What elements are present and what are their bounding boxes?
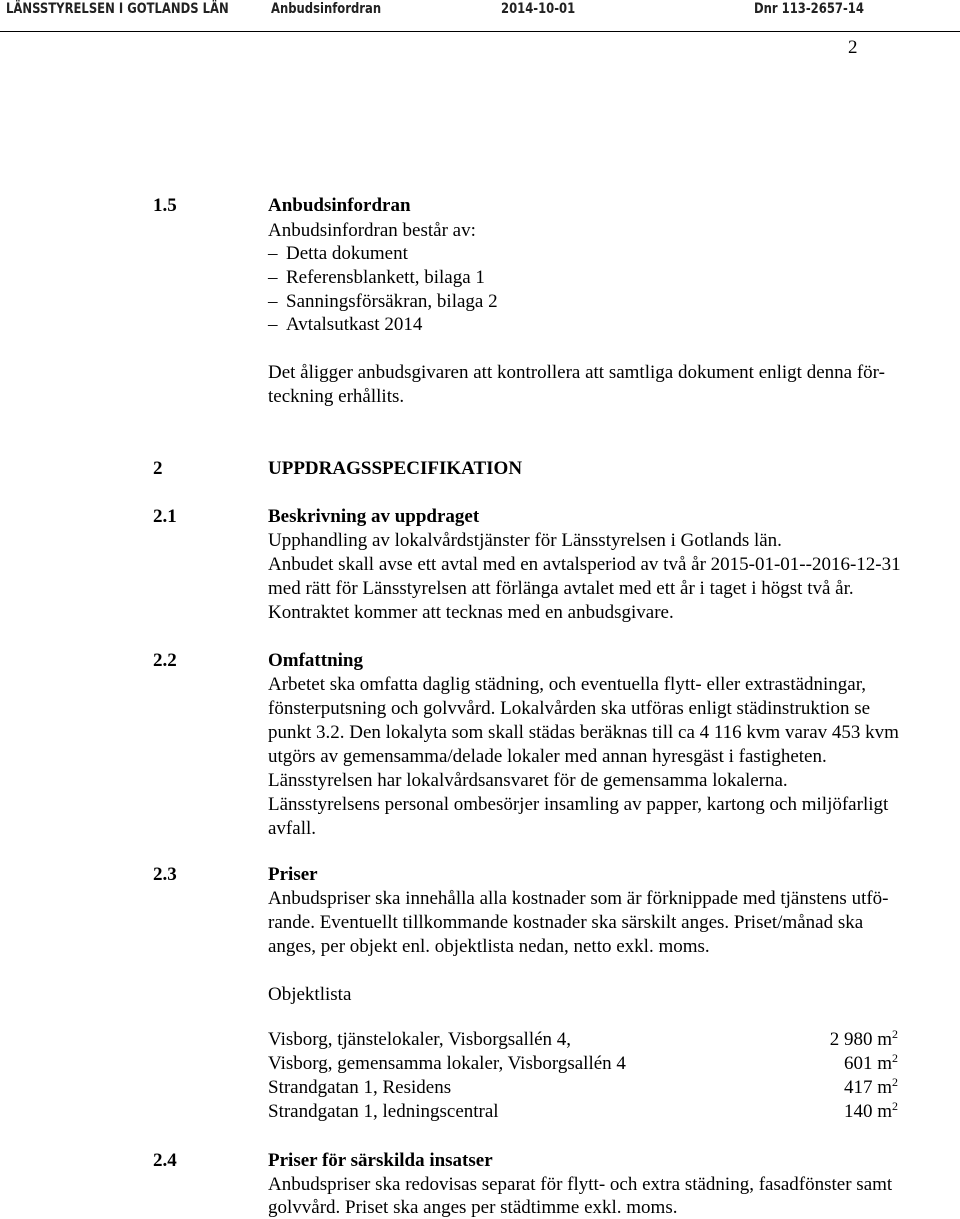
object-row: [268, 1101, 898, 1123]
body-line: anges, per objekt enl. objektlista nedan, netto exkl. moms.: [268, 936, 710, 957]
body-line: fönsterputsning och golvvård. Lokalvården ska utföras enligt städinstruktion se: [268, 698, 871, 719]
body-line: utgörs av gemensamma/delade lokaler med annan hyresgäst i fastigheten.: [268, 746, 827, 767]
body-line: Anbudspriser ska redovisas separat för flytt- och extra städning, fasadfönster samt: [268, 1174, 893, 1195]
object-name: Strandgatan 1, ledningscentral: [268, 1101, 499, 1122]
section-2-2-title: Omfattning: [268, 650, 363, 671]
header-doc-title: Anbudsinfordran: [271, 1, 382, 17]
object-name: Visborg, tjänstelokaler, Visborgsallén 4,: [268, 1029, 572, 1050]
header-date: 2014-10-01: [501, 1, 576, 17]
list-item: – Referensblankett, bilaga 1: [268, 267, 485, 288]
list-item: – Sanningsförsäkran, bilaga 2: [268, 291, 498, 312]
body-line: Arbetet ska omfatta daglig städning, och eventuella flytt- eller extrastädningar,: [268, 674, 867, 695]
body-line: Anbudet skall avse ett avtal med en avtalsperiod av två år 2015-01-01--2016-12-31: [268, 554, 901, 575]
section-2-title: UPPDRAGSSPECIFIKATION: [268, 458, 523, 479]
section-2-number: 2: [153, 458, 163, 479]
section-1-5-number: 1.5: [153, 195, 177, 216]
section-2-3-number: 2.3: [153, 864, 177, 885]
object-row: [268, 1077, 898, 1099]
body-line: Upphandling av lokalvårdstjänster för Länsstyrelsen i Gotlands län.: [268, 530, 782, 551]
header-org: LÄNSSTYRELSEN I GOTLANDS LÄN: [6, 1, 229, 17]
object-area: 601 $m^2$: [843, 1051, 898, 1074]
header-dnr: Dnr 113-2657-14: [754, 1, 864, 17]
section-1-5-title: Anbudsinfordran: [268, 195, 411, 216]
body-line: rande. Eventuellt tillkommande kostnader ska särskilt anges. Priset/månad ska: [268, 912, 864, 933]
section-2-1-title: Beskrivning av uppdraget: [268, 506, 480, 527]
body-line: med rätt för Länsstyrelsen att förlänga avtalet med ett år i taget i högst två år.: [268, 578, 854, 599]
section-2-4-number: 2.4: [153, 1150, 177, 1171]
page-number: 2: [848, 37, 858, 58]
body-line: punkt 3.2. Den lokalyta som skall städas beräknas till ca 4 116 kvm varav 453 kvm: [268, 722, 899, 743]
body-line: Kontraktet kommer att tecknas med en anbudsgivare.: [268, 602, 674, 623]
list-item: – Avtalsutkast 2014: [268, 314, 423, 335]
section-1-5-note-line: Det åligger anbudsgivaren att kontrollera att samtliga dokument enligt denna för-: [268, 362, 885, 383]
body-line: avfall.: [268, 818, 317, 839]
section-2-1-number: 2.1: [153, 506, 177, 527]
object-row: [268, 1053, 898, 1075]
object-name: Visborg, gemensamma lokaler, Visborgsallén 4: [268, 1053, 626, 1074]
list-item: – Detta dokument: [268, 243, 408, 264]
header-rule: [0, 31, 960, 32]
object-row: [268, 1029, 898, 1051]
object-area: 417 $m^2$: [843, 1075, 898, 1098]
object-area: 140 $m^2$: [843, 1099, 898, 1122]
body-line: Anbudspriser ska innehålla alla kostnader som är förknippade med tjänstens utfö-: [268, 888, 889, 909]
body-line: golvvård. Priset ska anges per städtimme exkl. moms.: [268, 1197, 678, 1218]
section-2-4-title: Priser för särskilda insatser: [268, 1150, 493, 1171]
section-1-5-intro: Anbudsinfordran består av:: [268, 220, 476, 241]
section-1-5-note-line: teckning erhållits.: [268, 386, 405, 407]
object-name: Strandgatan 1, Residens: [268, 1077, 452, 1098]
section-2-3-title: Priser: [268, 864, 318, 885]
object-list-title: Objektlista: [268, 984, 352, 1005]
object-area: 2 980 $m^2$: [829, 1027, 898, 1050]
page-header: [0, 0, 960, 34]
body-line: Länsstyrelsens personal ombesörjer insamling av papper, kartong och miljöfarligt: [268, 794, 889, 815]
body-line: Länsstyrelsen har lokalvårdsansvaret för de gemensamma lokalerna.: [268, 770, 788, 791]
section-2-2-number: 2.2: [153, 650, 177, 671]
